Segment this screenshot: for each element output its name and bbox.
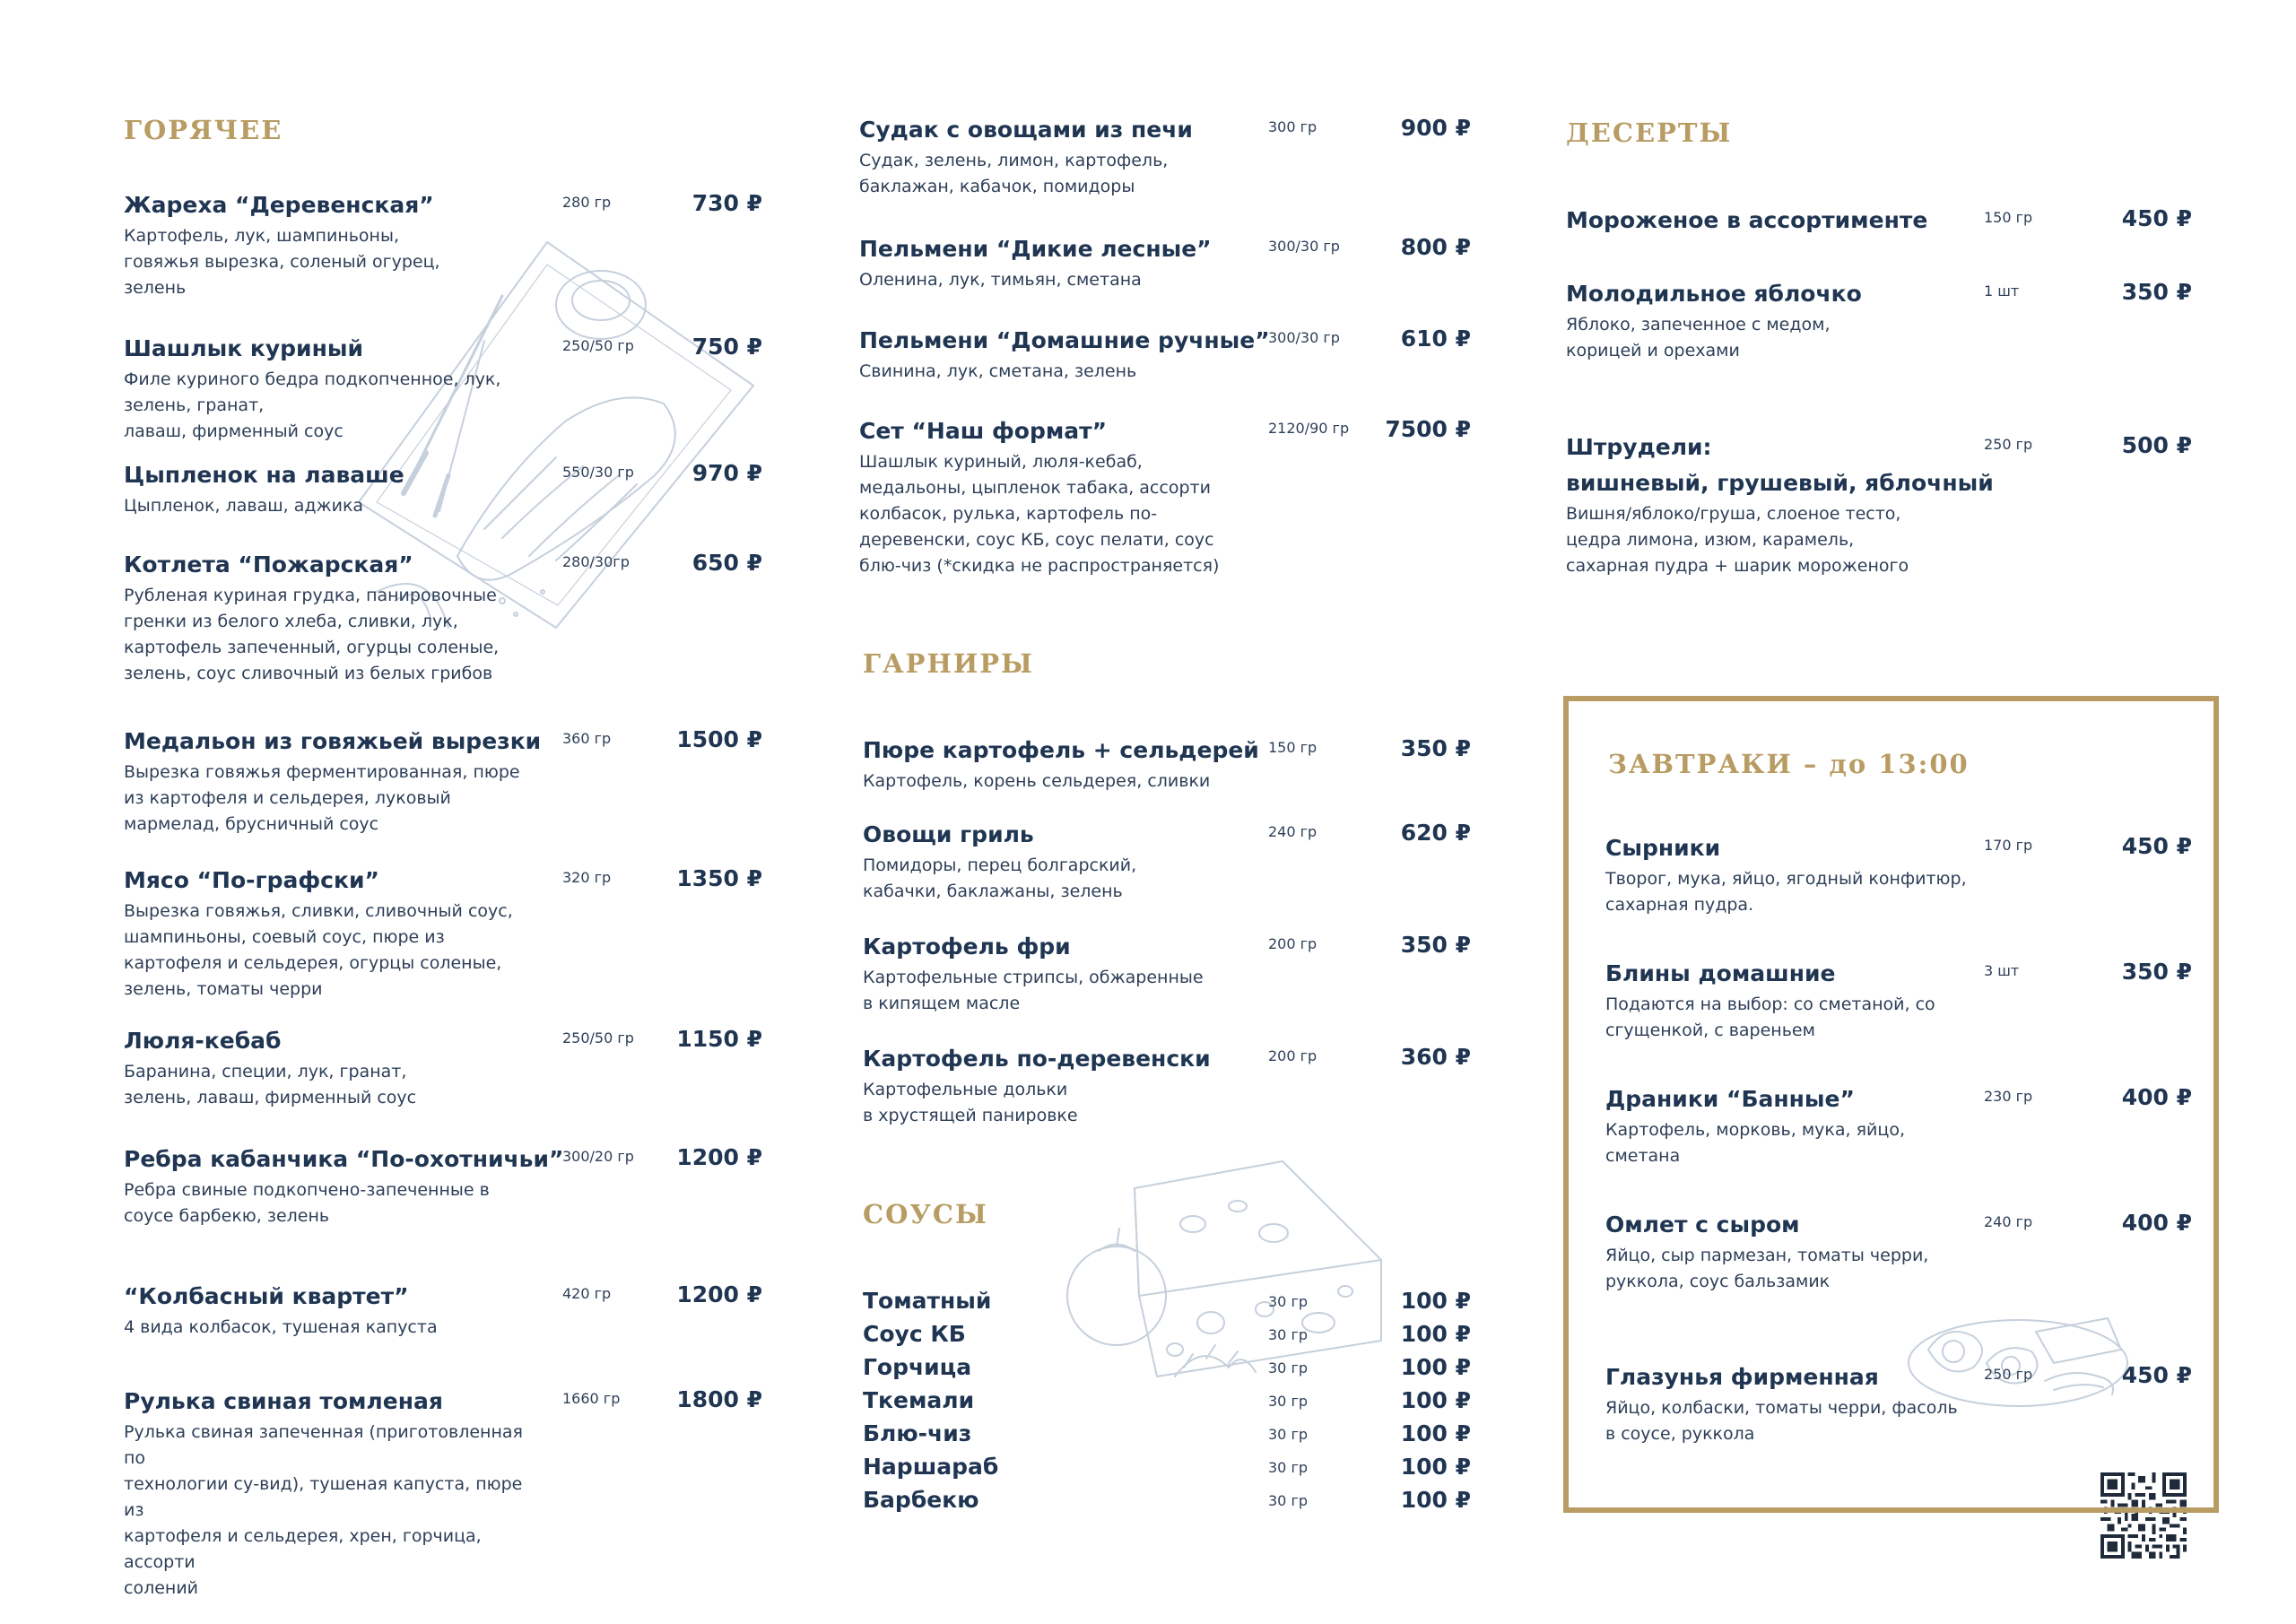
sauce-name: Барбекю [863, 1487, 979, 1513]
description-line: в соусе, руккола [1605, 1424, 1755, 1444]
dish-description [1605, 1117, 1982, 1169]
description-line: Свинина, лук, сметана, зелень [859, 361, 1137, 381]
dish-description [863, 1077, 1275, 1129]
dish-weight: 2120/90 гр [1268, 420, 1350, 437]
sauce-name: Соус КБ [863, 1321, 966, 1347]
description-line: баклажан, кабачок, помидоры [859, 177, 1135, 196]
dish-price: 650 ₽ [691, 550, 762, 576]
description-line: сгущенкой, с вареньем [1605, 1020, 1815, 1040]
sauce-price: 100 ₽ [1400, 1354, 1471, 1380]
dish-weight: 150 гр [1984, 209, 2033, 226]
description-line: шампиньоны, соевый соус, пюре из [124, 927, 445, 947]
dish-name: Сырники [1605, 835, 1721, 861]
dish-description [859, 449, 1272, 579]
description-line: корицей и орехами [1566, 341, 1740, 360]
dish-name: Шашлык куриный [124, 335, 363, 361]
description-line: Баранина, специи, лук, гранат, [124, 1062, 407, 1081]
description-line: из картофеля и сельдерея, луковый [124, 788, 451, 808]
description-line: Вырезка говяжья ферментированная, пюре [124, 762, 520, 782]
hot-menu-item [124, 550, 545, 687]
hot-menu-item [124, 334, 545, 445]
dish-name: Рулька свиная томленая [124, 1388, 443, 1414]
desserts-heading: ДЕСЕРТЫ [1566, 117, 1733, 148]
description-line: медальоны, цыпленок табака, ассорти [859, 478, 1211, 498]
dish-price: 350 ₽ [1400, 932, 1471, 958]
dish-weight: 240 гр [1984, 1213, 2033, 1230]
cheese-tomato-sketch-icon [1049, 1143, 1408, 1385]
breakfast-heading: ЗАВТРАКИ – до 13:00 [1608, 749, 1970, 779]
sauce-weight: 30 гр [1268, 1293, 1309, 1310]
description-line: говяжья вырезка, соленый огурец, [124, 252, 440, 272]
sides-heading: ГАРНИРЫ [863, 648, 1034, 679]
dish-name: Пельмени “Дикие лесные” [859, 236, 1212, 262]
description-line: в хрустящей панировке [863, 1106, 1078, 1125]
dish-description [124, 760, 545, 838]
description-line: руккола, соус бальзамик [1605, 1272, 1831, 1291]
breakfast-menu-item [1605, 1362, 1982, 1447]
dish-price: 730 ₽ [691, 190, 762, 216]
dish-description [859, 148, 1272, 200]
hot-menu-item [124, 1026, 545, 1111]
dish-price: 1200 ₽ [676, 1281, 762, 1307]
dish-price: 1150 ₽ [676, 1026, 762, 1052]
sauce-weight: 30 гр [1268, 1426, 1309, 1443]
dish-weight: 200 гр [1268, 935, 1318, 952]
dish-name: Котлета “Пожарская” [124, 551, 413, 578]
description-line: Яйцо, колбаски, томаты черри, фасоль [1605, 1398, 1958, 1418]
description-line: солений [124, 1578, 199, 1598]
dish-weight: 170 гр [1984, 837, 2033, 854]
hot-menu-item [124, 1281, 545, 1341]
dish-name: Пельмени “Домашние ручные” [859, 327, 1270, 353]
dish-name: Ребра кабанчика “По-охотничьи” [124, 1146, 564, 1172]
dish-name: Картофель фри [863, 934, 1071, 960]
dish-weight: 300 гр [1268, 118, 1318, 135]
description-line: картофеля и сельдерея, огурцы соленые, [124, 953, 502, 973]
dish-description [124, 1177, 545, 1229]
dish-weight: 150 гр [1268, 739, 1318, 756]
dish-price: 970 ₽ [691, 460, 762, 486]
breakfast-menu-item [1605, 1210, 1982, 1295]
sauce-price: 100 ₽ [1400, 1321, 1471, 1347]
dish-description [124, 583, 545, 687]
dish-name: Блины домашние [1605, 960, 1836, 986]
dish-name-line2: вишневый, грушевый, яблочный [1566, 470, 1994, 496]
dish-weight: 300/20 гр [562, 1148, 634, 1165]
description-line: деревенски, соус КБ, соус пелати, соус [859, 530, 1214, 550]
description-line: лаваш, фирменный соус [124, 421, 344, 441]
description-line: Картофельные дольки [863, 1080, 1068, 1099]
dish-price: 1200 ₽ [676, 1144, 762, 1170]
dish-description [863, 965, 1275, 1017]
dish-price: 620 ₽ [1400, 820, 1471, 846]
sauce-weight: 30 гр [1268, 1459, 1309, 1476]
dish-weight: 280 гр [562, 194, 612, 211]
dish-name: Молодильное яблочко [1566, 281, 1862, 307]
sauce-weight: 30 гр [1268, 1492, 1309, 1509]
sauce-price: 100 ₽ [1400, 1288, 1471, 1314]
desserts-menu-item [1566, 432, 1994, 579]
dish-weight: 1660 гр [562, 1390, 621, 1407]
description-line: зелень, соус сливочный из белых грибов [124, 664, 493, 683]
dish-description [1566, 312, 1943, 364]
description-line: Рубленая куриная грудка, панировочные [124, 586, 497, 605]
dish-price: 450 ₽ [2121, 1362, 2192, 1388]
mains2-menu-item [859, 326, 1272, 385]
dish-price: 1500 ₽ [676, 726, 762, 752]
description-line: в кипящем масле [863, 994, 1021, 1013]
description-line: Цыпленок, лаваш, аджика [124, 496, 364, 516]
dish-weight: 250/50 гр [562, 337, 634, 354]
dish-price: 610 ₽ [1400, 326, 1471, 352]
dish-description [859, 267, 1272, 293]
dish-weight: 250/50 гр [562, 1029, 634, 1046]
dish-description [124, 1420, 545, 1602]
sauce-price: 100 ₽ [1400, 1420, 1471, 1446]
description-line: Творог, мука, яйцо, ягодный конфитюр, [1605, 869, 1967, 889]
dish-description [124, 1059, 545, 1111]
sauce-name: Томатный [863, 1288, 992, 1314]
description-line: картофель запеченный, огурцы соленые, [124, 638, 500, 657]
description-line: кабачки, баклажаны, зелень [863, 881, 1123, 901]
description-line: Рулька свиная запеченная (приготовленная по [124, 1422, 523, 1468]
dish-weight: 420 гр [562, 1285, 612, 1302]
dish-name: Сет “Наш формат” [859, 418, 1108, 444]
description-line: Картофельные стрипсы, обжаренные [863, 968, 1204, 987]
dish-description [1605, 866, 1982, 918]
dish-name: Судак с овощами из печи [859, 117, 1193, 143]
desserts-menu-item [1566, 205, 1943, 236]
desserts-menu-item [1566, 279, 1943, 364]
dish-name: Штрудели: [1566, 434, 1712, 460]
description-line: гренки из белого хлеба, сливки, лук, [124, 612, 458, 631]
dish-price: 400 ₽ [2121, 1084, 2192, 1110]
description-line: картофеля и сельдерея, хрен, горчица, ассорти [124, 1526, 482, 1572]
dish-description [124, 899, 545, 1003]
dish-name: Медальон из говяжьей вырезки [124, 728, 542, 754]
dish-weight: 240 гр [1268, 823, 1318, 840]
description-line: Вишня/яблоко/груша, слоеное тесто, [1566, 504, 1901, 524]
dish-weight: 200 гр [1268, 1047, 1318, 1064]
description-line: цедра лимона, изюм, карамель, [1566, 530, 1855, 550]
breakfast-menu-item [1605, 1084, 1982, 1169]
description-line: Судак, зелень, лимон, картофель, [859, 151, 1169, 170]
description-line: блю-чиз (*скидка не распространяется) [859, 556, 1220, 576]
dish-weight: 3 шт [1984, 962, 2020, 979]
hot-menu-item [124, 726, 545, 838]
dish-description [1605, 1243, 1982, 1295]
breakfast-menu-item [1605, 833, 1982, 918]
dish-weight: 360 гр [562, 730, 612, 747]
description-line: Шашлык куриный, люля-кебаб, [859, 452, 1143, 472]
dish-price: 450 ₽ [2121, 205, 2192, 231]
description-line: Картофель, морковь, мука, яйцо, [1605, 1120, 1905, 1140]
dish-price: 350 ₽ [1400, 735, 1471, 761]
hot-menu-item [124, 460, 545, 519]
dish-description [124, 223, 545, 301]
description-line: Помидоры, перец болгарский, [863, 855, 1137, 875]
dish-description [1566, 501, 1943, 579]
dish-name: Пюре картофель + сельдерей [863, 737, 1259, 763]
mains2-menu-item [859, 115, 1272, 200]
description-line: Ребра свиные подкопчено-запеченные в [124, 1180, 490, 1200]
dish-weight: 280/30гр [562, 553, 630, 570]
dish-description [1605, 992, 1982, 1044]
description-line: Яйцо, сыр пармезан, томаты черри, [1605, 1246, 1929, 1265]
dish-weight: 300/30 гр [1268, 329, 1340, 346]
dish-price: 360 ₽ [1400, 1044, 1471, 1070]
description-line: Филе куриного бедра подкопченное, лук, зелень, гранат, [124, 369, 501, 415]
dish-name: Мясо “По-графски” [124, 867, 379, 893]
dish-name: Мороженое в ассортименте [1566, 207, 1928, 233]
breakfast-menu-item [1605, 959, 1982, 1044]
description-line: зелень [124, 278, 187, 298]
mains2-menu-item [859, 416, 1272, 579]
description-line: Картофель, лук, шампиньоны, [124, 226, 400, 246]
dish-price: 800 ₽ [1400, 234, 1471, 260]
dish-description [124, 1315, 545, 1341]
dish-description [124, 367, 545, 445]
dish-price: 7500 ₽ [1385, 416, 1471, 442]
dish-price: 400 ₽ [2121, 1210, 2192, 1236]
description-line: мармелад, брусничный соус [124, 814, 379, 834]
sides-menu-item [863, 820, 1275, 905]
dish-weight: 230 гр [1984, 1088, 2033, 1105]
dish-price: 1350 ₽ [676, 865, 762, 891]
sauce-weight: 30 гр [1268, 1393, 1309, 1410]
dish-description [859, 359, 1272, 385]
sauce-price: 100 ₽ [1400, 1487, 1471, 1513]
dish-weight: 550/30 гр [562, 464, 634, 481]
sauce-name: Блю-чиз [863, 1420, 972, 1446]
sauce-name: Горчица [863, 1354, 972, 1380]
description-line: 4 вида колбасок, тушеная капуста [124, 1317, 438, 1337]
sides-menu-item [863, 1044, 1275, 1129]
mains2-menu-item [859, 234, 1272, 293]
description-line: технологии су-вид), тушеная капуста, пюре из [124, 1474, 523, 1520]
dish-description [124, 493, 545, 519]
dish-weight: 250 гр [1984, 1366, 2033, 1383]
dish-price: 1800 ₽ [676, 1386, 762, 1412]
description-line: Вырезка говяжья, сливки, сливочный соус, [124, 901, 513, 921]
dish-price: 750 ₽ [691, 334, 762, 360]
dish-name: “Колбасный квартет” [124, 1283, 409, 1309]
dish-price: 350 ₽ [2121, 959, 2192, 985]
sauce-weight: 30 гр [1268, 1326, 1309, 1343]
hot-menu-item [124, 1386, 545, 1602]
sauce-price: 100 ₽ [1400, 1387, 1471, 1413]
sauces-heading: СОУСЫ [863, 1199, 988, 1229]
dish-description [863, 853, 1275, 905]
description-line: сахарная пудра + шарик мороженого [1566, 556, 1909, 576]
description-line: сметана [1605, 1146, 1681, 1166]
dish-name: Глазунья фирменная [1605, 1364, 1879, 1390]
dish-name: Овощи гриль [863, 821, 1034, 847]
description-line: зелень, томаты черри [124, 979, 323, 999]
dish-price: 450 ₽ [2121, 833, 2192, 859]
description-line: сахарная пудра. [1605, 895, 1754, 915]
dish-price: 500 ₽ [2121, 432, 2192, 458]
dish-description [1605, 1395, 1982, 1447]
dish-name: Жареха “Деревенская” [124, 192, 434, 218]
sauce-weight: 30 гр [1268, 1359, 1309, 1376]
sides-menu-item [863, 932, 1275, 1017]
description-line: Картофель, корень сельдерея, сливки [863, 771, 1211, 791]
dish-weight: 320 гр [562, 869, 612, 886]
sauce-name: Наршараб [863, 1454, 999, 1480]
hot-menu-item [124, 865, 545, 1003]
dish-name: Люля-кебаб [124, 1028, 282, 1054]
description-line: Яблоко, запеченное с медом, [1566, 315, 1831, 334]
hot-heading: ГОРЯЧЕЕ [124, 115, 283, 145]
dish-description [863, 769, 1275, 795]
sauce-name: Ткемали [863, 1387, 975, 1413]
description-line: соусе барбекю, зелень [124, 1206, 330, 1226]
dish-name: Картофель по-деревенски [863, 1046, 1211, 1072]
hot-menu-item [124, 1144, 564, 1229]
description-line: зелень, лаваш, фирменный соус [124, 1088, 417, 1107]
dish-price: 350 ₽ [2121, 279, 2192, 305]
dish-weight: 1 шт [1984, 282, 2020, 300]
dish-name: Драники “Банные” [1605, 1086, 1855, 1112]
dish-name: Цыпленок на лаваше [124, 462, 404, 488]
sauce-price: 100 ₽ [1400, 1454, 1471, 1480]
dish-weight: 300/30 гр [1268, 238, 1340, 255]
sides-menu-item [863, 735, 1275, 795]
description-line: Оленина, лук, тимьян, сметана [859, 270, 1142, 290]
hot-menu-item [124, 190, 545, 301]
description-line: Подаются на выбор: со сметаной, со [1605, 994, 1935, 1014]
description-line: колбасок, рулька, картофель по- [859, 504, 1158, 524]
dish-weight: 250 гр [1984, 436, 2033, 453]
dish-name: Омлет с сыром [1605, 1211, 1800, 1238]
dish-price: 900 ₽ [1400, 115, 1471, 141]
